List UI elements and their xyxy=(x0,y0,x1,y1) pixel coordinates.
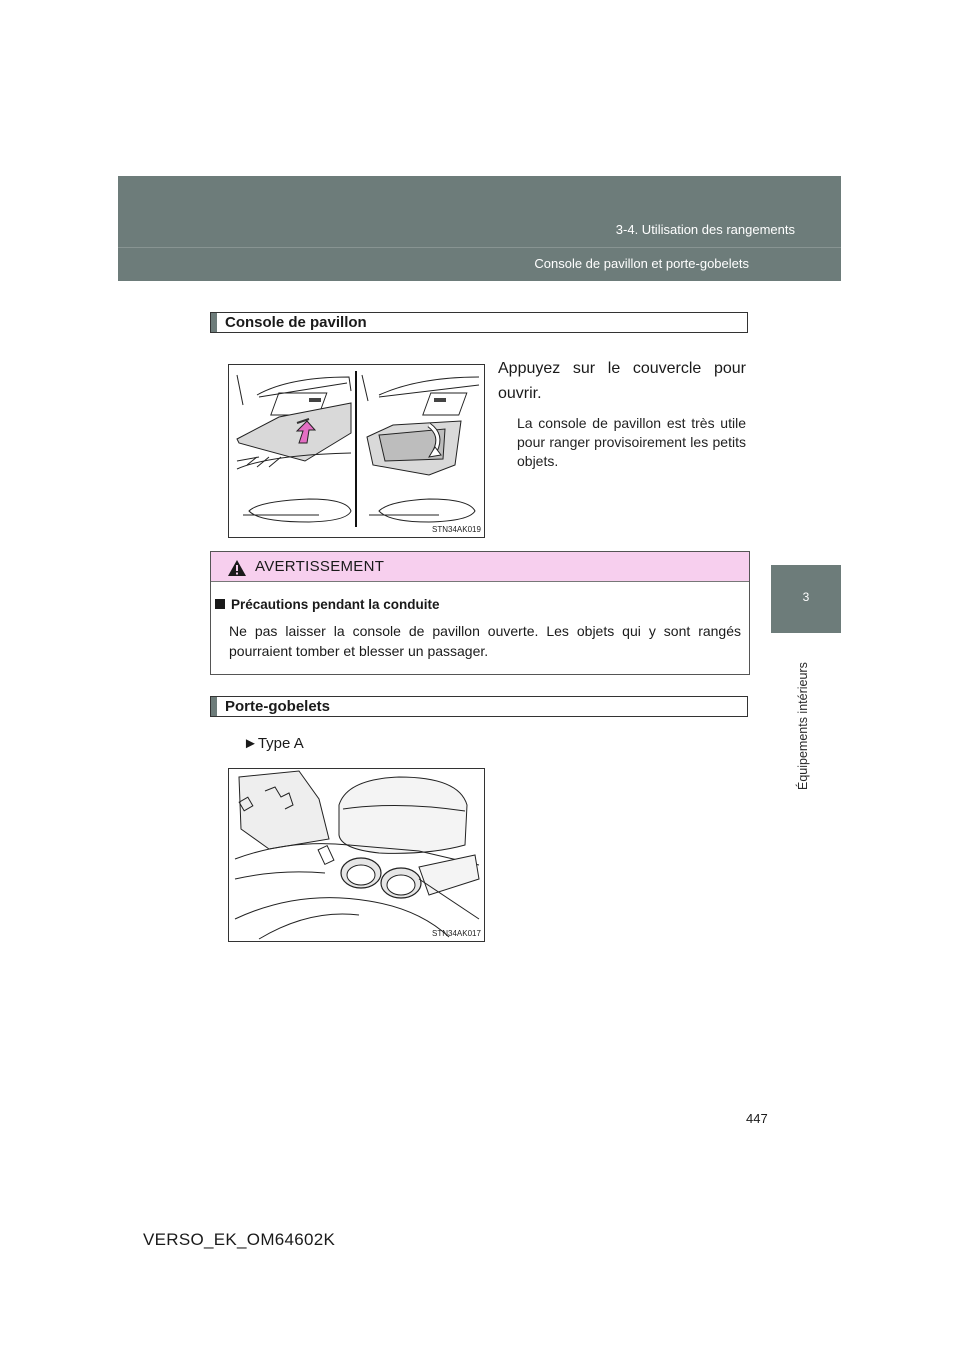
section-heading-cup-holders: Porte-gobelets xyxy=(210,696,748,717)
figure-code: STN34AK019 xyxy=(432,525,481,534)
warning-subtitle-text: Précautions pendant la conduite xyxy=(231,597,440,612)
chapter-tab xyxy=(771,565,841,633)
step-note: La console de pavillon est très utile pour ranger provisoirement les petits objets. xyxy=(517,415,746,469)
type-label: ►Type A xyxy=(243,735,304,752)
warning-header xyxy=(211,552,749,582)
page-header xyxy=(118,176,841,281)
bullet-square-icon xyxy=(215,599,225,609)
warning-title: AVERTISSEMENT xyxy=(255,558,385,575)
document-code: VERSO_EK_OM64602K xyxy=(143,1230,336,1249)
overhead-console-figure xyxy=(228,364,485,538)
header-subsection-title: Console de pavillon et porte-gobelets xyxy=(534,256,749,271)
header-section-title: 3-4. Utilisation des rangements xyxy=(615,222,795,237)
warning-triangle-icon xyxy=(227,559,247,577)
figure-code: STN34AK017 xyxy=(432,929,481,938)
chapter-number: 3 xyxy=(802,590,810,604)
warning-box xyxy=(210,551,750,675)
header-divider xyxy=(118,247,841,248)
chapter-label: Équipements intérieurs xyxy=(796,662,810,790)
page-number: 447 xyxy=(746,1111,768,1126)
section-heading-overhead-console: Console de pavillon xyxy=(210,312,748,333)
warning-body: Ne pas laisser la console de pavillon ouverte. Les objets qui y sont rangés pourraient tomber et blesser un passager. xyxy=(229,623,741,659)
overhead-console-illustration xyxy=(229,365,484,537)
step-instruction: Appuyez sur le couvercle pour ouvrir. xyxy=(498,360,746,402)
warning-subtitle xyxy=(215,597,440,612)
cup-holder-figure xyxy=(228,768,485,942)
cup-holder-illustration xyxy=(229,769,484,941)
